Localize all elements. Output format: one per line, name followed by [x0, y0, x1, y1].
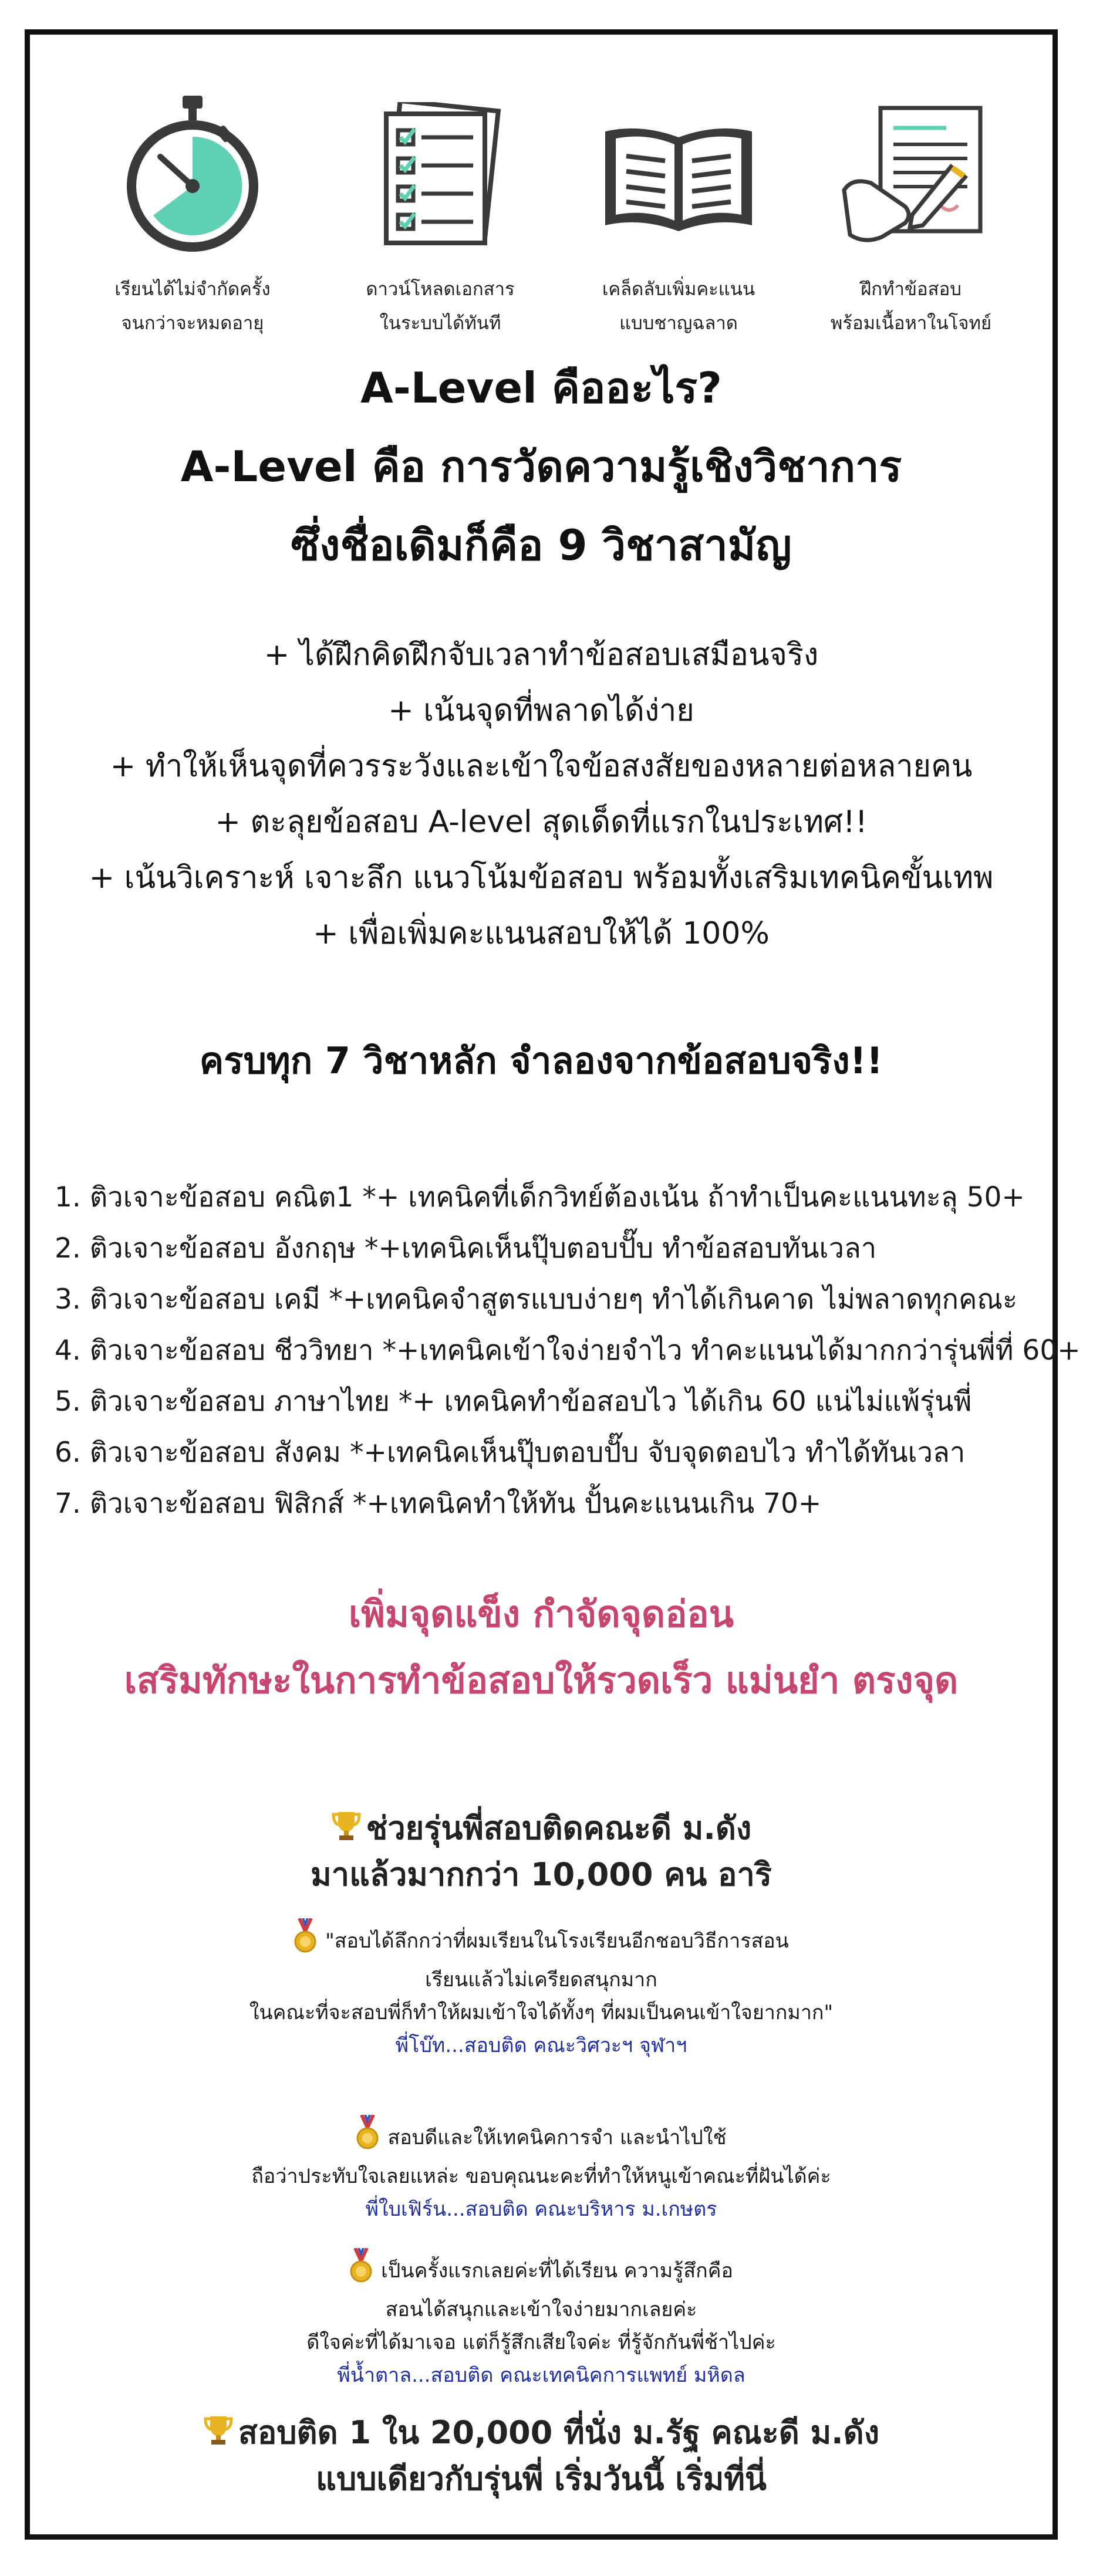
headline-line: A-Level คืออะไร? — [360, 363, 722, 413]
testimonial-author: พี่ใบเฟิร์น...สอบติด คณะบริหาร ม.เกษตร — [365, 2198, 717, 2221]
testimonial-author: พี่โบ๊ท...สอบติด คณะวิศวะฯ จุฬาฯ — [395, 2034, 687, 2057]
benefit-item: + เพื่อเพิ่มคะแนนสอบให้ได้ 100% — [313, 916, 770, 951]
medal-icon — [294, 1918, 317, 1963]
medal-icon — [349, 2248, 373, 2293]
testimonials-header — [30, 1807, 1052, 1896]
benefit-item: + ตะลุยข้อสอบ A-level สุดเด็ดที่แรกในประเทศ!! — [215, 804, 868, 840]
subject-item: 5. ติวเจาะข้อสอบ ภาษาไทย *+ เทคนิคทำข้อสอบไว ได้เกิน 60 แน่ไม่แพ้รุ่นพี่ — [55, 1385, 972, 1418]
slogan-line: เพิ่มจุดแข็ง กำจัดจุดอ่อน — [348, 1593, 734, 1635]
headline-line: A-Level คือ การวัดความรู้เชิงวิชาการ — [180, 442, 902, 491]
subject-item: 7. ติวเจาะข้อสอบ ฟิสิกส์ *+เทคนิคทำให้ทัน ปั้นคะแนนเกิน 70+ — [55, 1488, 822, 1520]
testimonial-line: ถือว่าประทับใจเลยแหล่ะ ขอบคุณนะคะที่ทำให้หนูเข้าคณะที่ฝันได้ค่ะ — [251, 2165, 831, 2188]
subject-item: 1. ติวเจาะข้อสอบ คณิต1 *+ เทคนิคที่เด็กวิทย์ต้องเน้น ถ้าทำเป็นคะแนนทะลุ 50+ — [55, 1181, 1025, 1213]
slogan-line: เสริมทักษะในการทำข้อสอบให้รวดเร็ว แม่นยำ ตรงจุด — [124, 1659, 959, 1702]
benefits-list — [30, 627, 1052, 962]
testimonial-line: เป็นครั้งแรกเลยค่ะที่ได้เรียน ความรู้สึกคือ — [381, 2259, 733, 2283]
feature-caption: ฝึกทำข้อสอบ พร้อมเนื้อหาในโจทย์ — [830, 279, 992, 334]
closing-line: แบบเดียวกับรุ่นพี่ เริ่มวันนี้ เริ่มที่นี่ — [316, 2460, 767, 2497]
feature-download — [335, 90, 546, 340]
medal-icon — [356, 2115, 379, 2160]
feature-tips — [573, 90, 784, 340]
trophy-icon — [203, 2414, 234, 2457]
trophy-icon — [331, 1810, 362, 1853]
feature-caption: เคล็ดลับเพิ่มคะแนน แบบชาญฉลาด — [602, 279, 755, 334]
testimonial-line: สอนได้สนุกและเข้าใจง่ายมากเลยค่ะ — [385, 2298, 697, 2321]
content-frame — [25, 29, 1081, 2540]
subjects-list — [55, 1172, 1081, 1529]
writing-hand-icon — [805, 90, 1017, 261]
subjects-title: ครบทุก 7 วิชาหลัก จำลองจากข้อสอบจริง!! — [199, 1039, 883, 1082]
subject-item: 6. ติวเจาะข้อสอบ สังคม *+เทคนิคเห็นปุ๊บตอบปั๊บ จับจุดตอบไว ทำได้ทันเวลา — [55, 1436, 966, 1469]
testimonial-line: "สอบได้ลึกกว่าที่ผมเรียนในโรงเรียนอีกชอบวิธีการสอน — [325, 1929, 789, 1953]
stopwatch-icon — [87, 90, 298, 261]
checklist-icon — [335, 90, 546, 261]
testimonial — [30, 2248, 1052, 2392]
testimonial-author: พี่น้ำตาล...สอบติด คณะเทคนิคการแพทย์ มหิดล — [337, 2364, 745, 2387]
headline — [30, 349, 1052, 584]
benefit-item: + เน้นวิเคราะห์ เจาะลึก แนวโน้มข้อสอบ พร้อมทั้งเสริมเทคนิคขั้นเทพ — [89, 860, 994, 895]
open-book-icon — [573, 90, 784, 261]
closing — [30, 2411, 1052, 2500]
subject-item: 3. ติวเจาะข้อสอบ เคมี *+เทคนิคจำสูตรแบบง่ายๆ ทำได้เกินคาด ไม่พลาดทุกคณะ — [55, 1283, 1018, 1316]
feature-caption: เรียนได้ไม่จำกัดครั้ง จนกว่าจะหมดอายุ — [114, 279, 271, 334]
closing-line: สอบติด 1 ใน 20,000 ที่นั่ง ม.รัฐ คณะดี ม.ดัง — [238, 2414, 880, 2451]
feature-caption: ดาวน์โหลดเอกสาร ในระบบได้ทันที — [366, 279, 515, 334]
features-row — [30, 35, 1052, 340]
benefit-item: + ทำให้เห็นจุดที่ควรระวังและเข้าใจข้อสงสัยของหลายต่อหลายคน — [110, 749, 973, 784]
testimonial-line: เรียนแล้วไม่เครียดสนุกมาก — [425, 1968, 657, 1992]
feature-unlimited — [87, 90, 298, 340]
testimonial — [30, 2115, 1052, 2226]
subject-item: 4. ติวเจาะข้อสอบ ชีววิทยา *+เทคนิคเข้าใจง่ายจำไว ทำคะแนนได้มากกว่ารุ่นพี่ที่ 60+ — [55, 1334, 1081, 1367]
testimonial — [30, 1918, 1052, 2062]
testimonial-line: ดีใจค่ะที่ได้มาเจอ แต่ก็รู้สึกเสียใจค่ะ ที่รู้จักกันพี่ช้าไปค่ะ — [306, 2331, 776, 2354]
slogan — [30, 1581, 1052, 1713]
testimonials-head-line: มาแล้วมากกว่า 10,000 คน อาริ — [311, 1856, 772, 1893]
headline-line: ซึ่งชื่อเดิมก็คือ 9 วิชาสามัญ — [291, 520, 792, 570]
testimonial-line: สอบดีและให้เทคนิคการจำ และนำไปใช้ — [387, 2126, 727, 2149]
feature-practice — [805, 90, 1017, 340]
subject-item: 2. ติวเจาะข้อสอบ อังกฤษ *+เทคนิคเห็นปุ๊บตอบปั๊บ ทำข้อสอบทันเวลา — [55, 1232, 877, 1265]
benefit-item: + ได้ฝึกคิดฝึกจับเวลาทำข้อสอบเสมือนจริง — [264, 637, 819, 672]
testimonials-head-line: ช่วยรุ่นพี่สอบติดคณะดี ม.ดัง — [366, 1810, 752, 1847]
benefit-item: + เน้นจุดที่พลาดได้ง่าย — [388, 693, 694, 728]
testimonial-line: ในคณะที่จะสอบพี่ก็ทำให้ผมเข้าใจได้ทั้งๆ ที่ผมเป็นคนเข้าใจยากมาก" — [249, 2001, 834, 2024]
